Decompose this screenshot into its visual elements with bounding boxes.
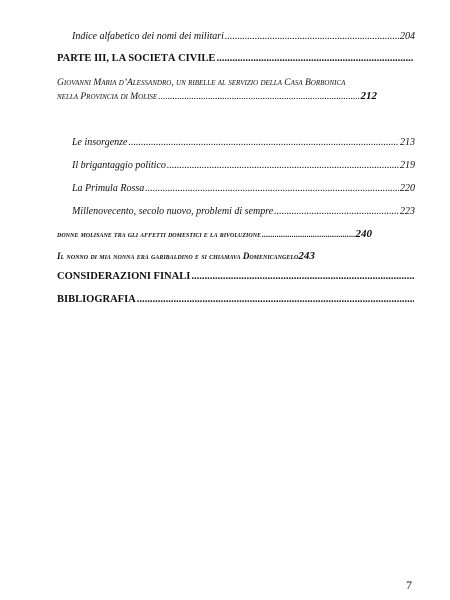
toc-leader-dots [216, 53, 414, 64]
toc-leader-dots [262, 229, 354, 239]
toc-leader-dots [137, 294, 414, 305]
toc-entry-bibliografia [57, 294, 415, 305]
toc-entry-page: 213 [400, 137, 415, 148]
toc-entry-page: 243 [298, 250, 315, 262]
toc-entry-page: 220 [400, 183, 415, 194]
toc-entry-title: Indice alfabetico dei nomi dei militari [72, 31, 224, 42]
toc-entry-nonno-garibaldino [57, 250, 315, 262]
toc-entry-primula-rossa [72, 183, 415, 194]
toc-entry-title-line1: Giovanni Maria d’Alessandro, un ribelle al servizio della Casa Borbonica [57, 78, 346, 88]
toc-leader-dots [145, 183, 399, 194]
page-number: 7 [406, 578, 412, 592]
toc-entry-indice-alfabetico [72, 31, 415, 42]
toc-entry-brigantaggio [72, 160, 415, 171]
toc-entry-page: 223 [400, 206, 415, 217]
toc-entry-parte-iii [57, 53, 415, 64]
toc-leader-dots [167, 160, 399, 171]
toc-entry-page: 204 [400, 31, 415, 42]
toc-entry-title: BIBLIOGRAFIA [57, 294, 136, 305]
toc-entry-page: 219 [400, 160, 415, 171]
toc-entry-considerazioni-finali [57, 271, 415, 282]
toc-leader-dots [225, 31, 399, 42]
toc-entry-dalessandro-line1 [57, 78, 345, 88]
toc-leader-dots [158, 92, 359, 102]
toc-entry-title: PARTE III, LA SOCIETÀ CIVILE [57, 53, 216, 64]
toc-entry-title: donne molisane tra gli affetti domestici e la rivoluzione [57, 229, 262, 239]
toc-entry-title: Il brigantaggio politico [72, 160, 166, 171]
toc-entry-title: Millenovecento, secolo nuovo, problemi di sempre [72, 206, 274, 217]
toc-leader-dots [191, 271, 414, 282]
toc-entry-insorgenze [72, 137, 415, 148]
toc-entry-title: La Primula Rossa [72, 183, 145, 194]
toc-entry-title: Le insorgenze [72, 137, 128, 148]
toc-entry-donne-molisane [57, 228, 372, 240]
toc-entry-title: Il nonno di mia nonna era garibaldino e si chiamava Domenicangelo [57, 251, 299, 261]
toc-entry-title-line2: nella Provincia di Molise [57, 92, 158, 102]
toc-leader-dots [128, 137, 399, 148]
toc-leader-dots [274, 206, 399, 217]
toc-entry-page: 212 [360, 90, 377, 102]
toc-entry-title: CONSIDERAZIONI FINALI [57, 271, 191, 282]
toc-entry-millenovecento [72, 206, 415, 217]
toc-entry-page: 240 [355, 228, 372, 240]
toc-entry-dalessandro-line2 [57, 90, 377, 102]
